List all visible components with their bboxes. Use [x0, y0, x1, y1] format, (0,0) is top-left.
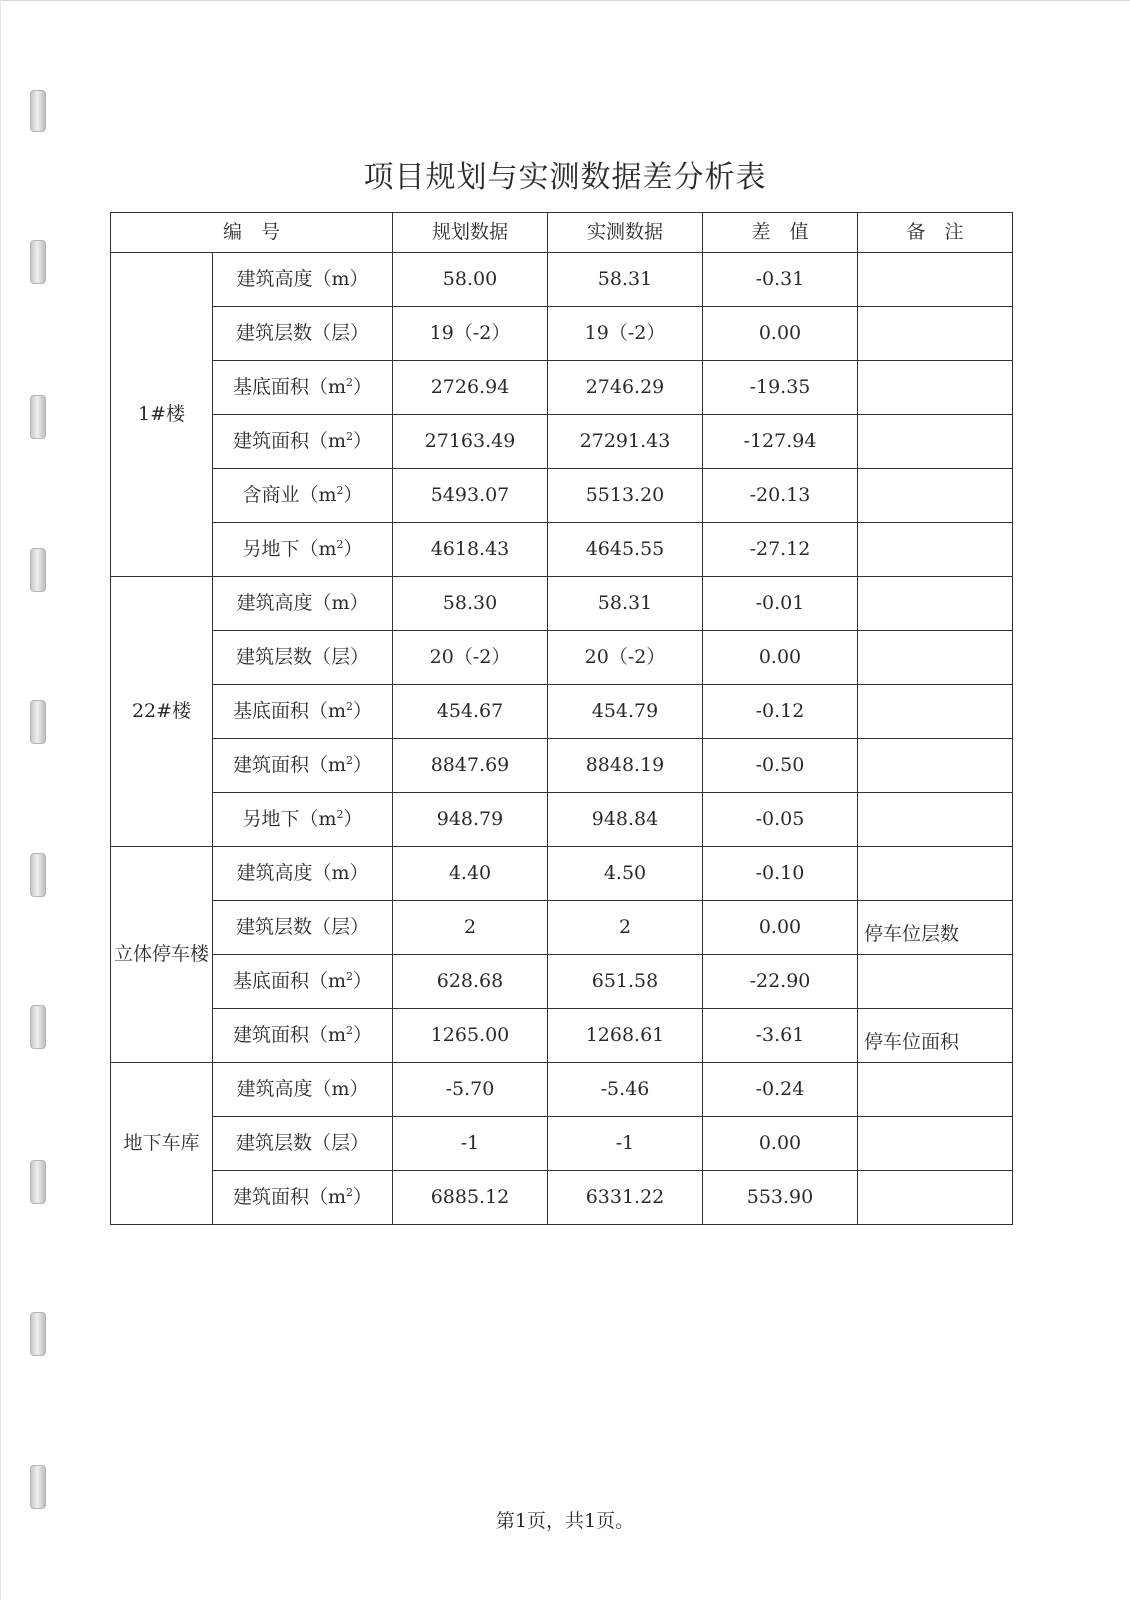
- planned-value: -5.70: [393, 1063, 548, 1117]
- table-row: [111, 361, 1013, 415]
- table-row: [111, 307, 1013, 361]
- diff-value: -22.90: [703, 955, 858, 1009]
- item-label: 建筑面积$(m^2)$: [213, 415, 393, 469]
- diff-value: -0.31: [703, 253, 858, 307]
- table-row: [111, 415, 1013, 469]
- table-row: [111, 847, 1013, 901]
- table-row: [111, 1009, 1013, 1063]
- item-label: 另地下$(m^2)$: [213, 793, 393, 847]
- table-row: [111, 631, 1013, 685]
- item-label: 建筑层数（层）: [213, 901, 393, 955]
- measured-value: 651.58: [548, 955, 703, 1009]
- binding-hole: [30, 853, 46, 897]
- header-measured: 实测数据: [548, 213, 703, 253]
- binding-hole: [30, 1465, 46, 1509]
- item-label: 基底面积$(m^2)$: [213, 685, 393, 739]
- group-label: 立体停车楼: [111, 847, 213, 1063]
- header-diff: 差 值: [703, 213, 858, 253]
- planned-value: 58.00: [393, 253, 548, 307]
- binding-hole: [30, 548, 46, 592]
- note-cell: 停车位层数: [858, 901, 1013, 955]
- page-title: 项目规划与实测数据差分析表: [363, 160, 767, 195]
- diff-value: 0.00: [703, 1117, 858, 1171]
- note-cell: [858, 847, 1013, 901]
- table-row: [111, 901, 1013, 955]
- group-label: 1#楼: [111, 253, 213, 577]
- measured-value: 27291.43: [548, 415, 703, 469]
- note-cell: [858, 577, 1013, 631]
- measured-value: 58.31: [548, 253, 703, 307]
- table-row: [111, 1063, 1013, 1117]
- planned-value: 5493.07: [393, 469, 548, 523]
- measured-value: 454.79: [548, 685, 703, 739]
- table-row: [111, 1117, 1013, 1171]
- measured-value: 4.50: [548, 847, 703, 901]
- note-cell: [858, 469, 1013, 523]
- item-label: 含商业$(m^2)$: [213, 469, 393, 523]
- measured-value: 8848.19: [548, 739, 703, 793]
- note-cell: [858, 415, 1013, 469]
- diff-value: -19.35: [703, 361, 858, 415]
- item-label: 建筑高度（m）: [213, 577, 393, 631]
- note-cell: [858, 739, 1013, 793]
- diff-value: -0.05: [703, 793, 858, 847]
- table-row: [111, 253, 1013, 307]
- planned-value: 454.67: [393, 685, 548, 739]
- measured-value: 2: [548, 901, 703, 955]
- analysis-table: [110, 212, 1013, 1225]
- note-cell: 停车位面积: [858, 1009, 1013, 1063]
- table-row: [111, 577, 1013, 631]
- note-cell: [858, 1063, 1013, 1117]
- item-label: 建筑面积$(m^2)$: [213, 1009, 393, 1063]
- planned-value: 58.30: [393, 577, 548, 631]
- item-label: 建筑层数（层）: [213, 307, 393, 361]
- diff-value: -0.01: [703, 577, 858, 631]
- binding-hole: [30, 240, 46, 284]
- note-cell: [858, 793, 1013, 847]
- item-label: 建筑高度（m）: [213, 847, 393, 901]
- note-cell: [858, 523, 1013, 577]
- diff-value: -0.10: [703, 847, 858, 901]
- planned-value: 6885.12: [393, 1171, 548, 1225]
- table-row: [111, 955, 1013, 1009]
- planned-value: 27163.49: [393, 415, 548, 469]
- note-cell: [858, 253, 1013, 307]
- table-row: [111, 739, 1013, 793]
- page-footer: 第1页，共1页。: [495, 1510, 635, 1532]
- planned-value: 2: [393, 901, 548, 955]
- planned-value: 20（-2）: [393, 631, 548, 685]
- item-label: 基底面积$(m^2)$: [213, 361, 393, 415]
- measured-value: 5513.20: [548, 469, 703, 523]
- diff-value: -20.13: [703, 469, 858, 523]
- item-label: 建筑面积$(m^2)$: [213, 1171, 393, 1225]
- group-label: 22#楼: [111, 577, 213, 847]
- note-cell: [858, 685, 1013, 739]
- item-label: 建筑层数（层）: [213, 1117, 393, 1171]
- item-label: 基底面积$(m^2)$: [213, 955, 393, 1009]
- note-cell: [858, 1117, 1013, 1171]
- item-label: 建筑高度（m）: [213, 253, 393, 307]
- item-label: 另地下$(m^2)$: [213, 523, 393, 577]
- measured-value: 58.31: [548, 577, 703, 631]
- note-cell: [858, 307, 1013, 361]
- measured-value: -1: [548, 1117, 703, 1171]
- diff-value: 0.00: [703, 307, 858, 361]
- measured-value: 2746.29: [548, 361, 703, 415]
- binding-hole: [30, 395, 46, 439]
- measured-value: 948.84: [548, 793, 703, 847]
- diff-value: -27.12: [703, 523, 858, 577]
- header-planned: 规划数据: [393, 213, 548, 253]
- planned-value: 948.79: [393, 793, 548, 847]
- measured-value: 19（-2）: [548, 307, 703, 361]
- diff-value: 0.00: [703, 901, 858, 955]
- diff-value: 553.90: [703, 1171, 858, 1225]
- diff-value: -0.50: [703, 739, 858, 793]
- diff-value: -0.24: [703, 1063, 858, 1117]
- binding-hole: [30, 1005, 46, 1049]
- note-cell: [858, 1171, 1013, 1225]
- binding-hole: [30, 1160, 46, 1204]
- planned-value: 4.40: [393, 847, 548, 901]
- header-note: 备 注: [858, 213, 1013, 253]
- planned-value: -1: [393, 1117, 548, 1171]
- diff-value: 0.00: [703, 631, 858, 685]
- measured-value: 20（-2）: [548, 631, 703, 685]
- diff-value: -3.61: [703, 1009, 858, 1063]
- table-row: [111, 469, 1013, 523]
- measured-value: 1268.61: [548, 1009, 703, 1063]
- table-body: [111, 253, 1013, 1225]
- measured-value: -5.46: [548, 1063, 703, 1117]
- diff-value: -0.12: [703, 685, 858, 739]
- header-row: [111, 213, 1013, 253]
- binding-hole: [30, 1312, 46, 1356]
- header-id: 编 号: [111, 213, 393, 253]
- item-label: 建筑面积$(m^2)$: [213, 739, 393, 793]
- planned-value: 8847.69: [393, 739, 548, 793]
- note-cell: [858, 631, 1013, 685]
- planned-value: 2726.94: [393, 361, 548, 415]
- group-label: 地下车库: [111, 1063, 213, 1225]
- planned-value: 628.68: [393, 955, 548, 1009]
- item-label: 建筑层数（层）: [213, 631, 393, 685]
- note-cell: [858, 955, 1013, 1009]
- binding-hole: [30, 700, 46, 744]
- measured-value: 4645.55: [548, 523, 703, 577]
- binding-hole: [30, 90, 46, 132]
- item-label: 建筑高度（m）: [213, 1063, 393, 1117]
- table-row: [111, 793, 1013, 847]
- planned-value: 19（-2）: [393, 307, 548, 361]
- planned-value: 1265.00: [393, 1009, 548, 1063]
- measured-value: 6331.22: [548, 1171, 703, 1225]
- table-row: [111, 1171, 1013, 1225]
- planned-value: 4618.43: [393, 523, 548, 577]
- note-cell: [858, 361, 1013, 415]
- table-row: [111, 685, 1013, 739]
- table-row: [111, 523, 1013, 577]
- diff-value: -127.94: [703, 415, 858, 469]
